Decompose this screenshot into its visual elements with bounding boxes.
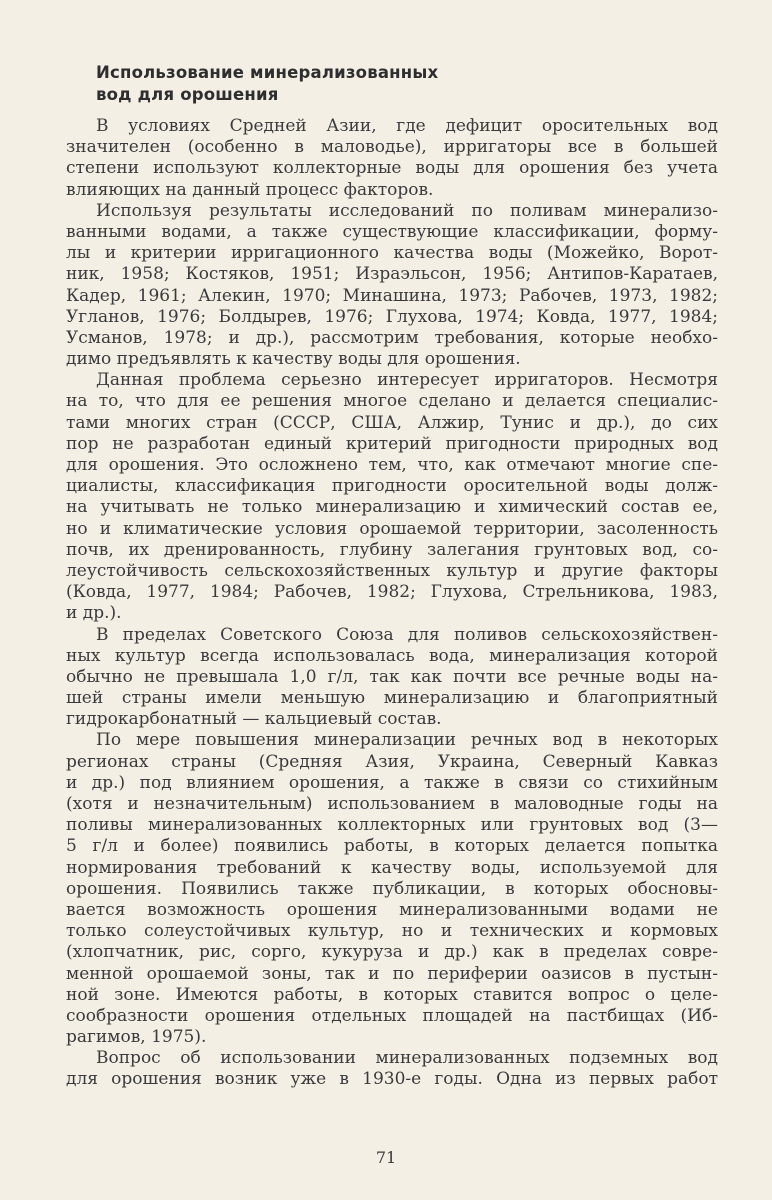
text-line: В пределах Советского Союза для поливов сельскохозяйствен- xyxy=(96,624,718,645)
text-line: ванными водами, а также существующие классификации, форму- xyxy=(66,221,718,242)
text-line: нормирования требований к качеству воды, используемой для xyxy=(66,857,718,878)
text-line: значителен (особенно в маловодье), ирригаторы все в большей xyxy=(66,137,718,158)
text-line: рагимов, 1975). xyxy=(66,1027,207,1048)
text-line: Угланов, 1976; Болдырев, 1976; Глухова, 1974; Ковда, 1977, 1984; xyxy=(66,306,718,327)
text-line: Данная проблема серьезно интересует ирригаторов. Несмотря xyxy=(96,370,718,391)
section-heading-line: Использование минерализованных xyxy=(96,63,439,82)
section-heading-line: вод для орошения xyxy=(96,85,279,104)
text-line: степени используют коллекторные воды для орошения без учета xyxy=(66,158,718,179)
text-line: (хотя и незначительным) использованием в маловодные годы на xyxy=(66,794,718,814)
text-line: (хлопчатник, рис, сорго, кукуруза и др.) как в пределах совре- xyxy=(66,942,718,963)
text-line: обычно не превышала 1,0 г/л, так как почти все речные воды на- xyxy=(66,666,718,687)
text-line: почв, их дренированность, глубину залегания грунтовых вод, со- xyxy=(66,539,718,560)
text-line: (Ковда, 1977, 1984; Рабочев, 1982; Глухова, Стрельникова, 1983, xyxy=(66,582,718,603)
text-line: регионах страны (Средняя Азия, Украина, Северный Кавказ xyxy=(66,751,718,772)
text-line: Кадер, 1961; Алекин, 1970; Минашина, 1973; Рабочев, 1973, 1982; xyxy=(66,285,718,306)
text-line: для орошения возник уже в 1930-е годы. Одна из первых работ xyxy=(66,1069,718,1090)
text-line: на учитывать не только минерализацию и химический состав ее, xyxy=(66,497,718,518)
text-line: и др.). xyxy=(66,603,122,624)
text-line: ных культур всегда использовалась вода, минерализация которой xyxy=(66,645,718,666)
text-line: ной зоне. Имеются работы, в которых ставится вопрос о целе- xyxy=(66,984,718,1005)
text-line: Усманов, 1978; и др.), рассмотрим требования, которые необхо- xyxy=(66,327,718,348)
text-line: димо предъявлять к качеству воды для орошения. xyxy=(66,349,521,370)
text-line: только солеустойчивых культур, но и технических и кормовых xyxy=(66,921,718,942)
text-line: гидрокарбонатный — кальциевый состав. xyxy=(66,709,442,730)
text-line: 5 г/л и более) появились работы, в которых делается попытка xyxy=(66,836,718,857)
text-line: тами многих стран (СССР, США, Алжир, Тунис и др.), до сих xyxy=(66,412,718,433)
text-line: сообразности орошения отдельных площадей на пастбищах (Иб- xyxy=(66,1005,718,1026)
text-line: По мере повышения минерализации речных вод в некоторых xyxy=(96,730,718,751)
text-line: В условиях Средней Азии, где дефицит оросительных вод xyxy=(96,116,718,136)
text-line: пор не разработан единый критерий пригодности природных вод xyxy=(66,433,718,454)
text-line: вается возможность орошения минерализованными водами не xyxy=(66,899,718,920)
page-number: 71 xyxy=(375,1148,397,1167)
text-line: влияющих на данный процесс факторов. xyxy=(66,179,434,200)
body-text xyxy=(66,116,718,1091)
text-line: но и климатические условия орошаемой территории, засоленность xyxy=(66,518,718,539)
text-line: ник, 1958; Костяков, 1951; Израэльсон, 1956; Антипов-Каратаев, xyxy=(66,264,718,285)
text-line: циалисты, классификация пригодности оросительной воды долж- xyxy=(66,476,718,497)
text-line: лы и критерии ирригационного качества воды (Можейко, Ворот- xyxy=(66,243,718,264)
text-line: поливы минерализованных коллекторных или грунтовых вод (3— xyxy=(66,815,718,836)
text-line: на то, что для ее решения многое сделано и делается специалис- xyxy=(66,391,718,412)
text-line: шей страны имели меньшую минерализацию и благоприятный xyxy=(66,688,718,709)
text-line: для орошения. Это осложнено тем, что, как отмечают многие спе- xyxy=(66,455,718,475)
text-line: Вопрос об использовании минерализованных подземных вод xyxy=(96,1048,718,1069)
text-line: менной орошаемой зоны, так и по периферии оазисов в пустын- xyxy=(66,963,718,984)
text-line: леустойчивость сельскохозяйственных культур и другие факторы xyxy=(66,560,718,581)
text-line: Используя результаты исследований по поливам минерализо- xyxy=(96,200,718,221)
text-line: и др.) под влиянием орошения, а также в связи со стихийным xyxy=(66,772,718,793)
section-heading xyxy=(96,62,656,106)
text-line: орошения. Появились также публикации, в которых обосновы- xyxy=(66,878,718,899)
